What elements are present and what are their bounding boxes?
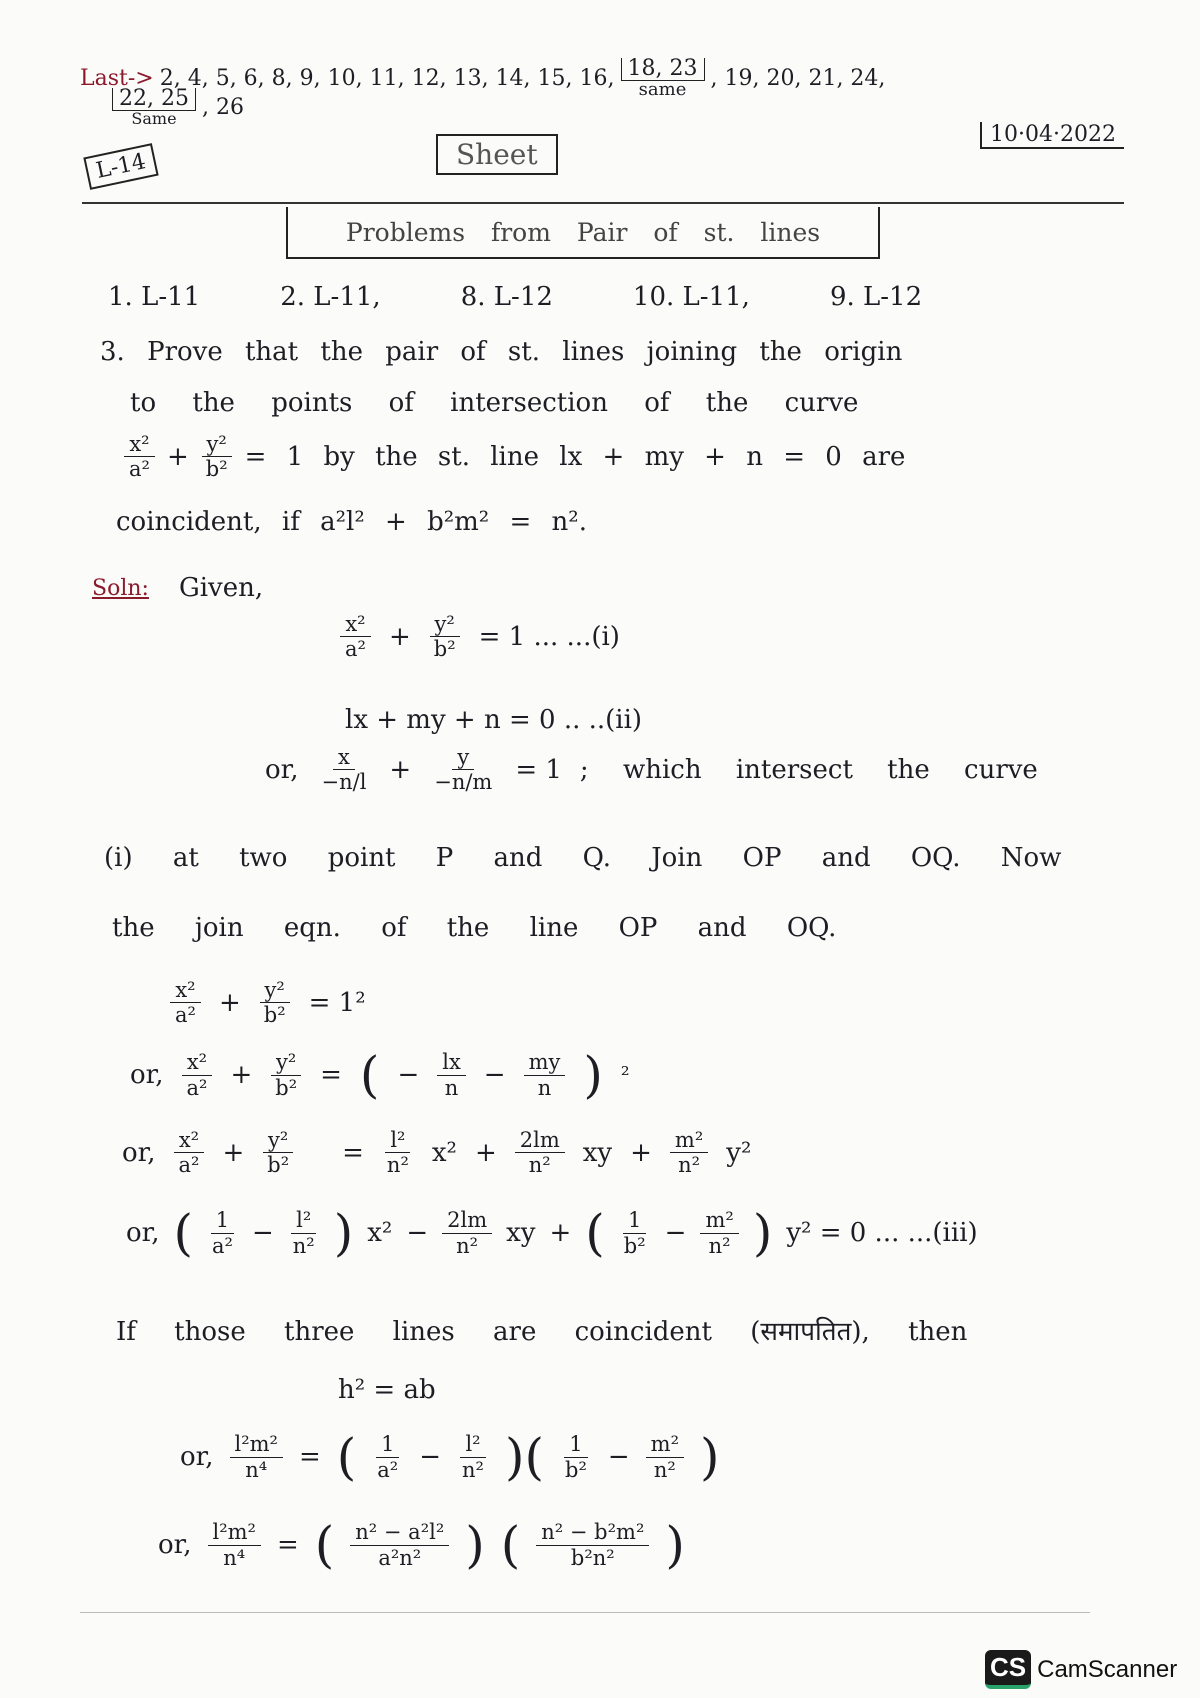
equals: = [276,1530,299,1560]
or-label: or, [122,1137,156,1168]
equation-6 [122,1128,751,1177]
num: l² [460,1432,485,1457]
var: x² [431,1137,457,1168]
num: l² [385,1128,410,1153]
fraction [670,1128,708,1177]
paren: ) [583,1046,603,1104]
den: a²n² [378,1545,422,1570]
equation-5 [130,1046,630,1104]
plus: + [218,987,241,1018]
eq-rhs: = 1 [515,754,562,785]
ref-item: 2. L-11, [280,282,381,312]
plus: + [389,754,412,785]
den: −n/m [434,770,493,795]
fraction [646,1432,684,1481]
fraction [515,1128,565,1177]
ref-item: 9. L-12 [829,282,923,312]
num: 2lm [515,1128,565,1153]
fraction [174,1128,205,1177]
plus: + [388,621,411,652]
last-list-end: , 26 [201,95,244,120]
num: n² − a²l² [350,1520,449,1545]
paren: ( [500,1516,521,1574]
problem-line-2: to the points of intersection of the curve [130,388,859,418]
problem-line-1: 3. Prove that the pair of st. lines joining the origin [100,337,903,367]
solution-start [92,573,263,603]
num: 1 [376,1432,399,1457]
line-pq: (i) at two point P and Q. Join OP and OQ. Now [104,843,1062,873]
plus: + [230,1060,253,1090]
minus: − [251,1218,274,1248]
den: a² [345,637,366,662]
minus: − [483,1060,506,1090]
eq-tail: y² = 0 ... ...(iii) [786,1218,978,1248]
plus: + [222,1137,245,1168]
fraction [230,1432,283,1481]
equation-9 [158,1516,685,1574]
minus: − [406,1218,429,1248]
group1: 18, 23 [621,58,705,81]
coincident-line: If those three lines are coincident (समापतित), then [116,1317,968,1347]
den: n² [456,1233,479,1258]
lecture-tag: L-14 [83,143,158,190]
var: xy [582,1137,613,1168]
eq-rhs: = 1 ... ...(i) [478,621,620,652]
den: −n/l [321,770,367,795]
ref-item: 10. L-11, [632,282,750,312]
num: lx [437,1050,466,1075]
references [108,282,922,312]
fraction [429,612,461,661]
group2: 22, 25 [112,88,196,111]
sheet-label: Sheet [436,134,558,175]
group-22-25 [112,88,196,127]
num: l²m² [230,1432,283,1457]
den: a² [377,1457,399,1482]
den: n² [708,1233,731,1258]
title-box: Problems from Pair of st. lines [286,207,880,259]
den: n [537,1075,552,1100]
num: x² [170,978,200,1003]
exponent: ² [620,1062,630,1088]
var: y² [726,1137,752,1168]
den: b²n² [570,1545,615,1570]
ref-item: 8. L-12 [460,282,553,312]
num: x² [124,432,154,457]
num: x² [340,612,370,637]
fraction [124,432,155,481]
paren: ) [752,1204,773,1262]
fraction [560,1432,592,1481]
den: n⁴ [245,1457,268,1482]
num: m² [670,1128,708,1153]
fraction [270,1050,302,1099]
den: n² [653,1457,676,1482]
or-label: or, [130,1060,164,1090]
num: n² − b²m² [536,1520,649,1545]
num: x² [182,1050,212,1075]
fraction [382,1128,414,1177]
fraction [372,1432,403,1481]
plus: + [630,1137,652,1168]
den: b² [565,1457,587,1482]
fraction [317,745,372,794]
num: my [524,1050,566,1075]
equation-4 [170,978,366,1027]
num: l²m² [208,1520,261,1545]
equation-7 [126,1204,978,1262]
fraction [619,1208,651,1257]
or-label: or, [180,1442,214,1472]
den: b² [263,1003,286,1028]
or-label: or, [158,1530,192,1560]
fraction [457,1432,489,1481]
plus: + [166,441,189,472]
num: y² [260,978,290,1003]
num: m² [646,1432,684,1457]
den: n [444,1075,459,1100]
num: l² [291,1208,316,1233]
condition: h² = ab [338,1375,436,1405]
den: b² [205,457,228,482]
camscanner-brand: CamScanner [1037,1655,1178,1683]
den: a² [178,1153,200,1178]
fraction [536,1520,649,1569]
fraction [170,978,201,1027]
fraction [182,1050,213,1099]
num: y [452,745,474,770]
problem-line-4: coincident, if a²l² + b²m² = n². [116,507,587,537]
paren: ( [336,1428,357,1486]
num: m² [700,1208,738,1233]
num: 1 [564,1432,587,1457]
fraction [350,1520,449,1569]
camscanner-logo-icon: CS [985,1650,1031,1689]
paren: )( [504,1428,544,1486]
page-bottom-line [80,1612,1090,1613]
last-list-line2 [112,88,244,127]
line-join: the join eqn. of the line OP and OQ. [112,913,837,943]
fraction [340,612,371,661]
or-label: or, [126,1218,160,1248]
den: b² [433,637,456,662]
last-prefix: Last-> [80,66,154,91]
plus: + [549,1218,572,1248]
last-list-text: 2, 4, 5, 6, 8, 9, 10, 11, 12, 13, 14, 15, 16, [159,66,615,91]
fraction [207,1208,238,1257]
den: a² [186,1075,208,1100]
problem-eq-text: = 1 by the st. line lx + my + n = 0 are [244,441,906,472]
num: y² [263,1128,293,1153]
den: n² [528,1153,551,1178]
equals: = [298,1442,321,1472]
num: y² [202,432,232,457]
paren: ( [359,1046,380,1104]
group-18-23 [621,58,705,99]
paren: ) [333,1204,354,1262]
den: a² [175,1003,196,1028]
den: b² [275,1075,298,1100]
ref-item: 1. L-11 [108,282,201,312]
num: y² [430,612,460,637]
plus: + [474,1137,497,1168]
group1-note: same [638,79,687,100]
minus: − [419,1442,442,1472]
num: 1 [211,1208,234,1233]
equals: = [320,1060,342,1090]
den: a² [212,1233,233,1258]
minus: − [397,1060,420,1090]
header-divider [82,202,1124,204]
fraction [524,1050,566,1099]
group2-note: Same [131,109,177,128]
problem-line-3 [124,432,905,481]
equation-8 [180,1428,720,1486]
equation-1 [340,612,620,661]
paren: ) [700,1428,720,1486]
den: a² [129,457,150,482]
num: y² [271,1050,301,1075]
eq-tail: ; which intersect the curve [579,754,1038,785]
num: 1 [623,1208,646,1233]
paren: ) [665,1516,685,1574]
paren: ( [585,1204,605,1262]
paren: ) [465,1516,485,1574]
fraction [437,1050,466,1099]
den: n⁴ [223,1545,246,1570]
den: n² [292,1233,315,1258]
den: b² [267,1153,290,1178]
fraction [442,1208,492,1257]
equation-2: lx + my + n = 0 .. ..(ii) [345,705,643,735]
fraction [262,1128,294,1177]
num: x [333,745,355,770]
minus: − [664,1218,687,1248]
var: x² [367,1218,393,1248]
eq-rhs: = 1² [308,987,366,1018]
fraction [208,1520,261,1569]
fraction [700,1208,738,1257]
date: 10·04·2022 [980,122,1124,149]
var: xy [506,1218,536,1248]
last-list-tail: , 19, 20, 21, 24, [710,66,886,91]
equation-3 [265,745,1038,794]
equals: = [342,1137,364,1168]
or-label: or, [265,754,299,785]
fraction [201,432,233,481]
num: x² [174,1128,204,1153]
den: n² [386,1153,409,1178]
soln-label: Soln: [92,575,149,601]
fraction [259,978,291,1027]
camscanner-watermark [985,1650,1177,1689]
paren: ( [173,1204,194,1262]
fraction [429,745,497,794]
minus: − [607,1442,630,1472]
den: b² [623,1233,646,1258]
den: n² [462,1457,484,1482]
fraction [288,1208,320,1257]
given-text: Given, [178,573,264,603]
den: n² [678,1153,701,1178]
paren: ( [314,1516,335,1574]
num: 2lm [442,1208,492,1233]
